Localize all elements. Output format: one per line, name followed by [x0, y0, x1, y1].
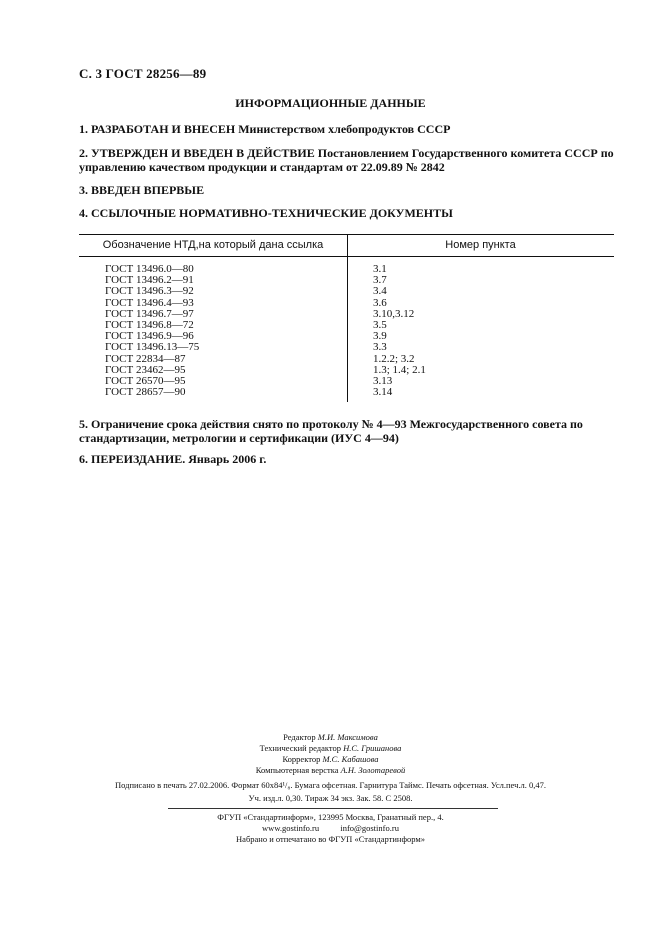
- table-cell-clause: 1.2.2; 3.2: [373, 352, 415, 365]
- section-5: [79, 417, 619, 445]
- credit-name: А.Н. Золотаревой: [340, 765, 406, 775]
- section-number: 5.: [79, 417, 88, 431]
- table-cell-clause: 3.3: [373, 341, 387, 354]
- section-heading: УТВЕРЖДЕН И ВВЕДЕН В ДЕЙСТВИЕ: [91, 146, 315, 160]
- credit-layout: [0, 765, 661, 776]
- section-heading: ССЫЛОЧНЫЕ НОРМАТИВНО-ТЕХНИЧЕСКИЕ ДОКУМЕНТЫ: [91, 206, 453, 220]
- table-column-divider: [347, 234, 348, 402]
- table-cell-clause: 3.13: [373, 375, 393, 388]
- table-cell-designation: ГОСТ 13496.8—72: [105, 319, 194, 332]
- credit-label: Корректор: [282, 754, 321, 764]
- section-3: [79, 183, 619, 197]
- section-number: 4.: [79, 206, 88, 220]
- table-cell-designation: ГОСТ 26570—95: [105, 375, 186, 388]
- table-cell-clause: 3.14: [373, 386, 393, 399]
- section-1: [79, 122, 619, 136]
- table-cell-designation: ГОСТ 13496.4—93: [105, 296, 194, 309]
- section-2: [79, 146, 619, 174]
- credit-name: М.С. Кабашова: [322, 754, 379, 764]
- table-header-designation: Обозначение НТД,на который дана ссылка: [102, 239, 324, 251]
- table-cell-designation: ГОСТ 28657—90: [105, 386, 186, 399]
- table-cell-designation: ГОСТ 13496.13—75: [105, 341, 200, 354]
- table-cell-clause: 1.3; 1.4; 2.1: [373, 363, 426, 376]
- publisher-contacts: www.gostinfo.ru info@gostinfo.ru: [262, 823, 399, 833]
- table-cell-designation: ГОСТ 13496.0—80: [105, 263, 194, 275]
- page-header: С. 3 ГОСТ 28256—89: [79, 66, 207, 81]
- credit-name: Н.С. Гришанова: [343, 743, 402, 753]
- section-number: 2.: [79, 146, 88, 160]
- table-cell-clause: 3.4: [373, 285, 387, 298]
- section-number: 3.: [79, 183, 88, 197]
- section-4: [79, 206, 619, 220]
- table-cell-clause: 3.5: [373, 319, 387, 332]
- section-text: Постановлением Государственного комитета СССР по управлению качеством продукции и стандартам от 22.09.89 № 2842: [79, 146, 614, 174]
- table-cell-clause: 3.7: [373, 274, 387, 287]
- credit-label: Технический редактор: [259, 743, 341, 753]
- table-cell-clause: 3.6: [373, 296, 387, 309]
- imprint-credits: [0, 732, 661, 776]
- table-cell-designation: ГОСТ 13496.3—92: [105, 285, 194, 298]
- document-title: ИНФОРМАЦИОННЫЕ ДАННЫЕ: [235, 96, 426, 110]
- table-cell-designation: ГОСТ 22834—87: [105, 352, 186, 365]
- section-number: 6.: [79, 452, 88, 466]
- credit-corrector: [0, 754, 661, 765]
- table-cell-designation: ГОСТ 13496.2—91: [105, 274, 194, 287]
- table-cell-clause: 3.10,3.12: [373, 307, 415, 320]
- credit-tech-editor: [0, 743, 661, 754]
- reference-table: [79, 234, 614, 402]
- table-cell-designation: ГОСТ 13496.9—96: [105, 330, 194, 343]
- print-details: [0, 779, 661, 805]
- table-cell-designation: ГОСТ 13496.7—97: [105, 307, 194, 320]
- section-6: [79, 452, 619, 466]
- section-text: Ограничение срока действия снято по протоколу № 4—93 Межгосударственного совета по стандартизации, метрологии и сертификации (ИУС 4—94): [79, 417, 583, 445]
- table-header-clause: Номер пункта: [445, 239, 516, 251]
- publisher-info: [0, 812, 661, 845]
- section-heading: ПЕРЕИЗДАНИЕ. Январь 2006 г.: [91, 452, 267, 466]
- section-text: Министерством хлебопродуктов СССР: [238, 122, 451, 136]
- publisher-address: ФГУП «Стандартинформ», 123995 Москва, Гранатный пер., 4.: [217, 812, 444, 822]
- table-column-designations: [105, 264, 199, 398]
- section-heading: ВВЕДЕН ВПЕРВЫЕ: [91, 183, 205, 197]
- credit-editor: [0, 732, 661, 743]
- section-heading: РАЗРАБОТАН И ВНЕСЕН: [91, 122, 236, 136]
- section-number: 1.: [79, 122, 88, 136]
- table-column-clauses: [373, 264, 426, 398]
- imprint-separator: [168, 808, 498, 809]
- print-details-line-2: Уч. изд.л. 0,30. Тираж 34 экз. Зак. 58. С 2508.: [248, 793, 413, 803]
- table-cell-clause: 3.1: [373, 263, 387, 275]
- table-cell-designation: ГОСТ 23462—95: [105, 363, 186, 376]
- credit-label: Компьютерная верстка: [255, 765, 339, 775]
- credit-name: М.И. Максимова: [317, 732, 378, 742]
- print-details-line-1: Подписано в печать 27.02.2006. Формат 60х84¹/₈. Бумага офсетная. Гарнитура Таймс. Печать офсетная. Усл.печ.л. 0,47.: [114, 780, 546, 790]
- credit-label: Редактор: [283, 732, 316, 742]
- publisher-printed-by: Набрано и отпечатано во ФГУП «Стандартинформ»: [236, 834, 425, 844]
- table-cell-clause: 3.9: [373, 330, 387, 343]
